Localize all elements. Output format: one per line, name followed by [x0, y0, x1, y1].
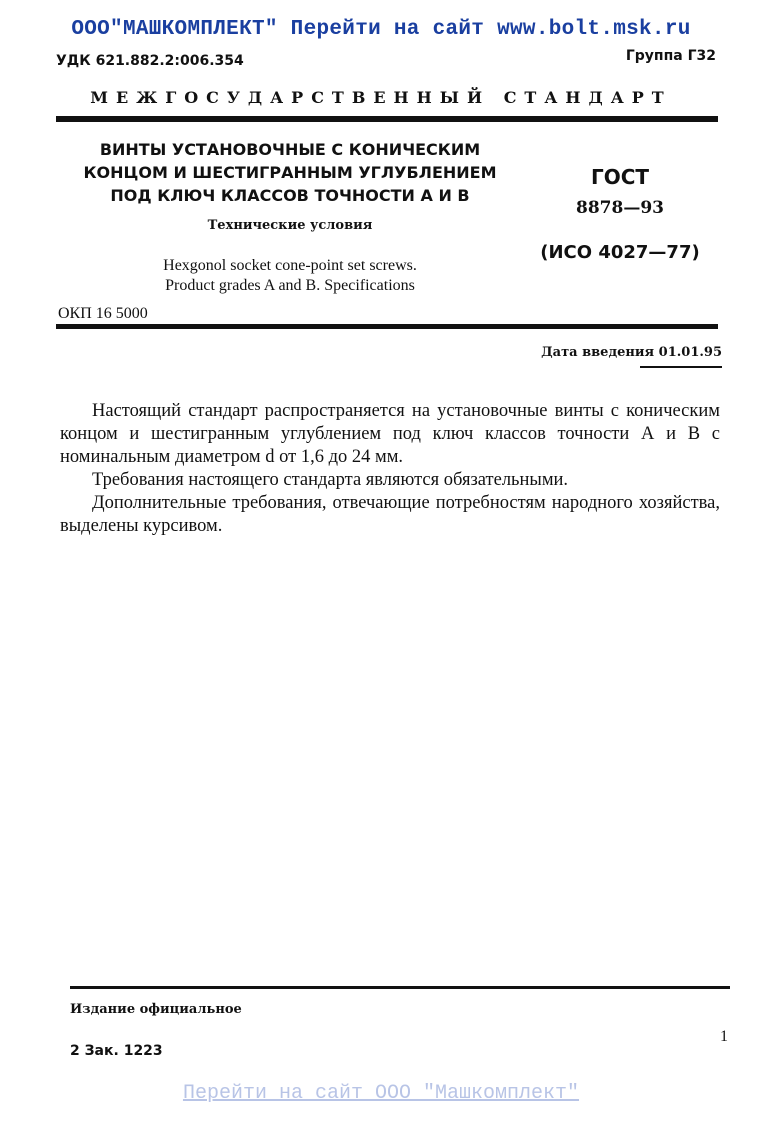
body-paragraph-1: Настоящий стандарт распространяется на установочные винты с коническим концом и шестигранным углублением под ключ классов точности А и B с номинальным диаметром d от 1,6 до 24 мм.	[60, 401, 720, 467]
english-title	[60, 256, 520, 296]
title-line-2: КОНЦОМ И ШЕСТИГРАННЫМ УГЛУБЛЕНИЕМ	[83, 163, 497, 182]
body-text	[60, 400, 720, 538]
order-number: 2 Зак. 1223	[70, 1043, 163, 1059]
iso-reference: (ИСО 4027—77)	[540, 242, 700, 263]
udk-code: УДК 621.882.2:006.354	[56, 53, 244, 69]
gost-number: 8878—93	[576, 198, 664, 218]
document-subtitle: Технические условия	[207, 218, 373, 233]
document-title	[60, 138, 520, 207]
standard-type-heading: МЕЖГОСУДАРСТВЕННЫЙ СТАНДАРТ	[90, 88, 672, 107]
title-line-1: ВИНТЫ УСТАНОВОЧНЫЕ С КОНИЧЕСКИМ	[99, 140, 481, 159]
body-paragraph-3: Дополнительные требования, отвечающие потребностям народного хозяйства, выделены курсивом.	[60, 493, 720, 536]
gost-label: ГОСТ	[590, 165, 650, 189]
edition-label: Издание официальное	[70, 1002, 242, 1017]
title-block-divider	[56, 324, 718, 329]
body-paragraph-2: Требования настоящего стандарта являются обязательными.	[92, 470, 569, 490]
title-line-3: ПОД КЛЮЧ КЛАССОВ ТОЧНОСТИ А И B	[110, 186, 470, 205]
date-underline	[640, 366, 722, 368]
page-number: 1	[720, 1028, 728, 1045]
header-divider	[56, 116, 718, 122]
english-title-line-2: Product grades A and B. Specifications	[165, 277, 415, 294]
english-title-line-1: Hexgonol socket cone-point set screws.	[163, 257, 417, 274]
okp-code: ОКП 16 5000	[58, 305, 148, 322]
introduction-date: Дата введения 01.01.95	[541, 345, 722, 360]
top-site-link[interactable]: ООО"МАШКОМПЛЕКТ" Перейти на сайт www.bolt.msk.ru	[71, 18, 691, 41]
bottom-site-link[interactable]: Перейти на сайт ООО "Машкомплект"	[182, 1082, 580, 1105]
group-code: Группа Г32	[625, 48, 716, 64]
footer-divider	[70, 986, 730, 989]
